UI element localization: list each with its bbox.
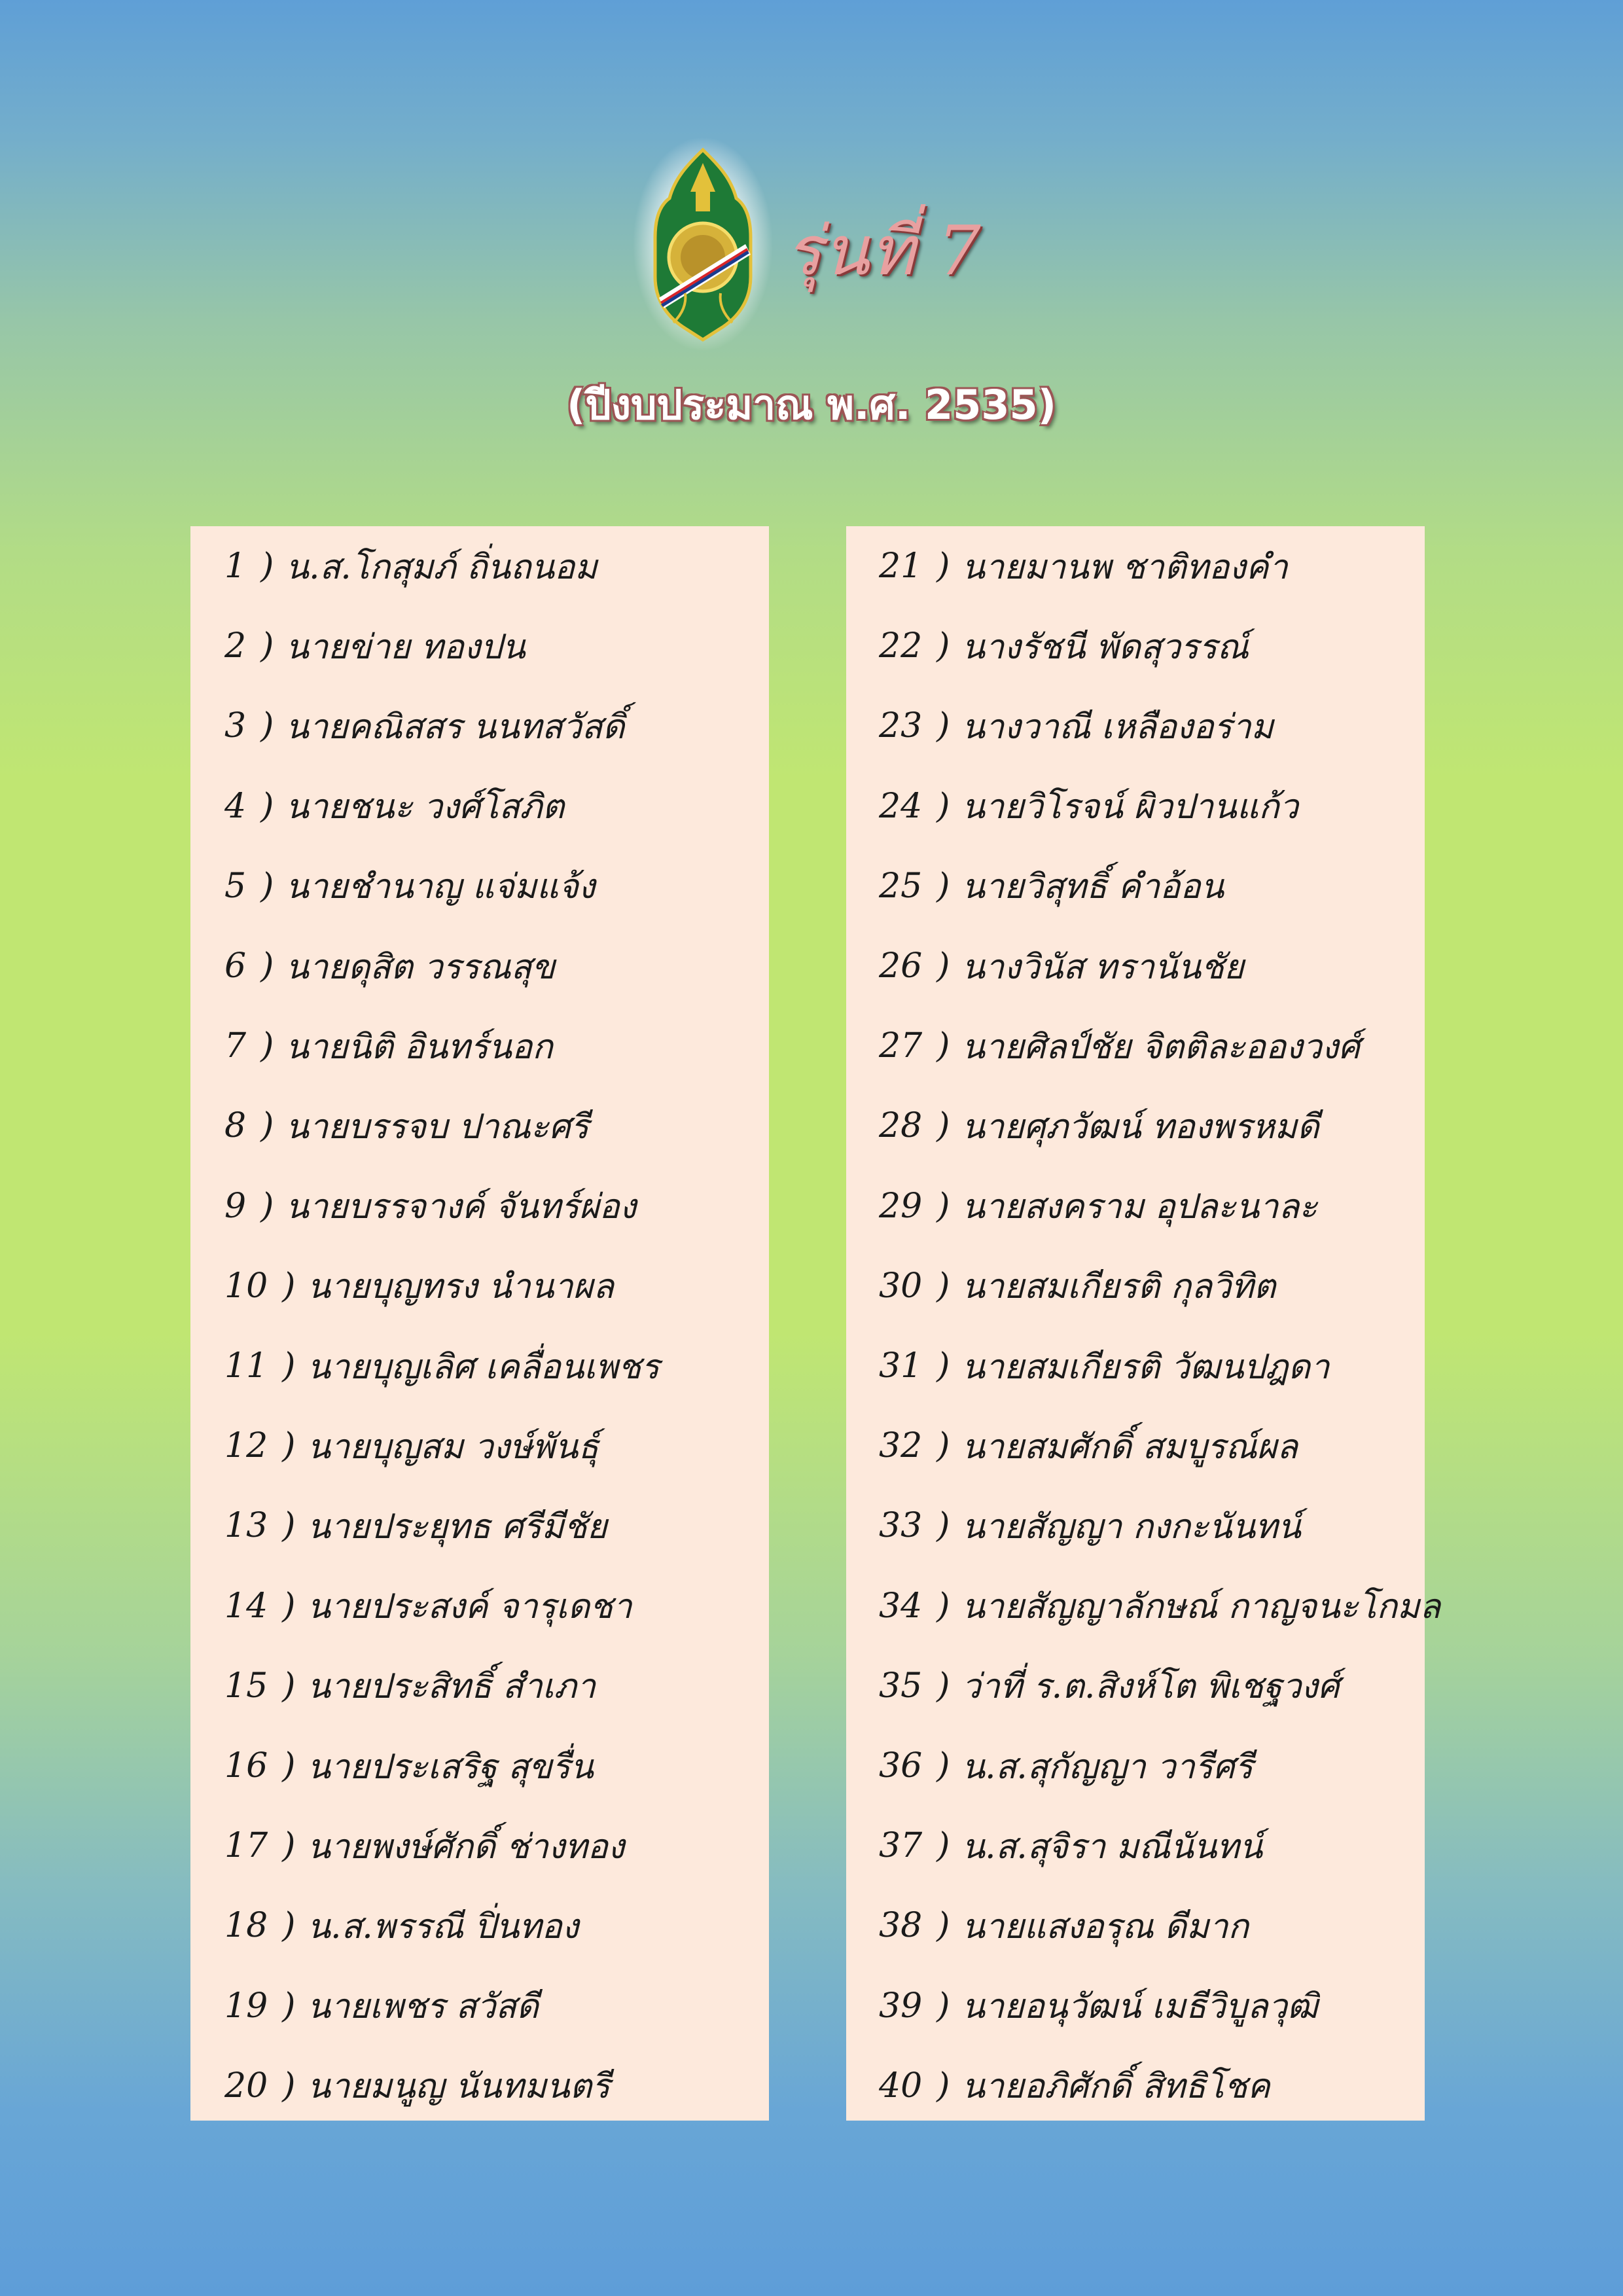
- name-list-left: [190, 526, 769, 2121]
- list-item-name: นางวินัส ทรานันชัย: [961, 947, 1244, 987]
- list-item: [190, 2046, 803, 2126]
- list-item-name: นายวิโรจน์ ผิวปานแก้ว: [961, 787, 1298, 827]
- list-item-name: น.ส.โกสุมภ์ ถิ่นถนอม: [285, 547, 597, 587]
- list-item-name: นายมานพ ชาติทองคำ: [961, 547, 1288, 587]
- list-item-separator: ): [260, 946, 274, 986]
- list-item-name: น.ส.พรรณี ปิ่นทอง: [307, 1907, 579, 1946]
- list-item: [846, 1166, 1457, 1246]
- list-item-name: นายประสงค์ จารุเดชา: [307, 1587, 632, 1627]
- list-item: [190, 1886, 803, 1965]
- list-item-separator: ): [260, 547, 274, 586]
- list-item: [846, 1326, 1457, 1406]
- list-item: [190, 526, 803, 606]
- list-item: [846, 686, 1457, 766]
- list-item-name: น.ส.สุกัญญา วารีศรี: [961, 1747, 1253, 1787]
- list-item-number: 36: [879, 1746, 923, 1785]
- list-item-name: น.ส.สุจิรา มณีนันทน์: [961, 1827, 1263, 1867]
- list-item-separator: ): [282, 1346, 296, 1386]
- list-item-separator: ): [936, 1186, 950, 1226]
- list-item-number: 4: [224, 786, 247, 826]
- list-item-separator: ): [936, 1826, 950, 1866]
- list-item-number: 15: [224, 1666, 268, 1706]
- list-item-separator: ): [260, 866, 274, 906]
- list-item-separator: ): [282, 1666, 296, 1706]
- list-item-number: 38: [879, 1906, 923, 1946]
- list-item: [190, 1726, 803, 1806]
- list-item-number: 22: [879, 626, 923, 666]
- list-item: [846, 1006, 1457, 1086]
- list-item-name: นายแสงอรุณ ดีมาก: [961, 1907, 1249, 1946]
- list-item: [846, 1246, 1457, 1326]
- list-item-separator: ): [936, 866, 950, 906]
- list-item-separator: ): [260, 1186, 274, 1226]
- list-item: [190, 1566, 803, 1646]
- list-item-name: นายชำนาญ แจ่มแจ้ง: [285, 867, 596, 907]
- list-item: [846, 606, 1457, 686]
- list-item: [846, 926, 1457, 1006]
- list-item-name: นายอนุวัฒน์ เมธีวิบูลวุฒิ: [961, 1987, 1318, 2027]
- list-item-name: นางวาณี เหลืองอร่าม: [961, 707, 1274, 747]
- list-item-number: 24: [879, 786, 923, 826]
- list-item: [190, 606, 803, 686]
- list-item: [190, 1326, 803, 1406]
- list-item-name: นายบรรจางค์ จันทร์ผ่อง: [285, 1187, 637, 1227]
- list-item-name: ว่าที่ ร.ต.สิงห์โต พิเชฐวงศ์: [961, 1667, 1340, 1707]
- list-item-number: 37: [879, 1826, 923, 1866]
- list-item-separator: ): [282, 1426, 296, 1466]
- list-item-name: นายสมเกียรติ กุลวิทิต: [961, 1267, 1276, 1307]
- list-item-name: นายมนูญ นันทมนตรี: [307, 2067, 611, 2107]
- list-item-name: นายดุสิต วรรณสุข: [285, 947, 555, 987]
- list-item-separator: ): [282, 1586, 296, 1626]
- list-item-number: 1: [224, 547, 247, 586]
- list-item-number: 40: [879, 2066, 923, 2106]
- list-item: [190, 1006, 803, 1086]
- list-item-name: นายวิสุทธิ์ คำอ้อน: [961, 867, 1224, 907]
- list-item: [190, 1166, 803, 1246]
- list-item: [846, 1566, 1457, 1646]
- list-item-name: นายพงษ์ศักดิ์ ช่างทอง: [307, 1827, 625, 1867]
- list-item-number: 18: [224, 1906, 268, 1946]
- list-item-name: นายชนะ วงศ์โสภิต: [285, 787, 565, 827]
- list-item-separator: ): [260, 1106, 274, 1146]
- list-item: [846, 846, 1457, 926]
- list-item-number: 21: [879, 547, 923, 586]
- list-item-number: 35: [879, 1666, 923, 1706]
- list-item-separator: ): [936, 1266, 950, 1306]
- list-item-separator: ): [936, 1346, 950, 1386]
- list-item-name: นายข่าย ทองปน: [285, 627, 526, 667]
- list-item-number: 39: [879, 1986, 923, 2026]
- list-item-name: นายเพชร สวัสดี: [307, 1987, 539, 2027]
- list-item-name: นายบุญเลิศ เคลื่อนเพชร: [307, 1347, 660, 1387]
- list-item-number: 19: [224, 1986, 268, 2026]
- list-item-number: 6: [224, 946, 247, 986]
- list-item-separator: ): [936, 1026, 950, 1066]
- list-item: [190, 1966, 803, 2046]
- list-item: [846, 1646, 1457, 1726]
- list-item: [846, 1406, 1457, 1486]
- list-item: [846, 1726, 1457, 1806]
- list-item-name: นายประยุทธ ศรีมีชัย: [307, 1507, 607, 1547]
- list-item-name: นายสมศักดิ์ สมบูรณ์ผล: [961, 1427, 1298, 1467]
- list-item-number: 26: [879, 946, 923, 986]
- list-item-number: 27: [879, 1026, 923, 1066]
- list-item-name: นายสัญญาลักษณ์ กาญจนะโกมล: [961, 1587, 1441, 1627]
- list-item-separator: ): [260, 1026, 274, 1066]
- list-item-name: นายบุญทรง นำนาผล: [307, 1267, 614, 1307]
- list-item-separator: ): [936, 626, 950, 666]
- list-item-number: 28: [879, 1106, 923, 1146]
- list-item-separator: ): [260, 626, 274, 666]
- list-item-separator: ): [936, 1506, 950, 1546]
- list-item-separator: ): [282, 1506, 296, 1546]
- list-item-name: นายบุญสม วงษ์พันธุ์: [307, 1427, 599, 1467]
- list-item: [846, 526, 1457, 606]
- list-item: [846, 2046, 1457, 2126]
- list-item: [846, 1886, 1457, 1965]
- list-item: [190, 1806, 803, 1886]
- list-item-number: 30: [879, 1266, 923, 1306]
- fiscal-year-subtitle: (ปีงบประมาณ พ.ศ. 2535): [567, 381, 1056, 429]
- list-item-name: นายบรรจบ ปาณะศรี: [285, 1107, 589, 1147]
- list-item-number: 12: [224, 1426, 268, 1466]
- list-item: [190, 1646, 803, 1726]
- list-item-number: 5: [224, 866, 247, 906]
- list-item-number: 14: [224, 1586, 268, 1626]
- list-item-number: 31: [879, 1346, 923, 1386]
- list-item-name: นายศิลป์ชัย จิตติละอองวงศ์: [961, 1027, 1361, 1067]
- name-list-right: [846, 526, 1441, 2121]
- list-item: [190, 1246, 803, 1326]
- emblem-icon: [644, 143, 762, 346]
- batch-title: รุ่นที่ 7: [785, 211, 982, 291]
- list-item-separator: ): [282, 1986, 296, 2026]
- list-item: [190, 846, 803, 926]
- list-item: [846, 1486, 1457, 1566]
- list-item: [190, 1406, 803, 1486]
- list-item-name: นายอภิศักดิ์ สิทธิโชค: [961, 2067, 1270, 2107]
- list-item-number: 32: [879, 1426, 923, 1466]
- list-item-number: 16: [224, 1746, 268, 1785]
- list-item: [190, 926, 803, 1006]
- list-item-number: 10: [224, 1266, 268, 1306]
- list-item-separator: ): [260, 706, 274, 746]
- list-item: [190, 766, 803, 846]
- list-item-number: 3: [224, 706, 247, 746]
- list-item-name: นายประเสริฐ สุขรื่น: [307, 1747, 594, 1787]
- list-item-number: 20: [224, 2066, 268, 2106]
- list-item: [190, 1086, 803, 1166]
- list-item-number: 9: [224, 1186, 247, 1226]
- list-item-name: นางรัชนี พัดสุวรรณ์: [961, 627, 1249, 667]
- list-item-number: 2: [224, 626, 247, 666]
- list-item-number: 13: [224, 1506, 268, 1546]
- list-item: [846, 1806, 1457, 1886]
- list-item: [846, 1966, 1457, 2046]
- list-item-separator: ): [282, 1826, 296, 1866]
- list-item: [846, 1086, 1457, 1166]
- list-item-separator: ): [282, 1266, 296, 1306]
- list-item-name: นายคณิสสร นนทสวัสดิ์: [285, 707, 625, 747]
- list-item-name: นายสงคราม อุปละนาละ: [961, 1187, 1318, 1227]
- list-item-separator: ): [936, 1106, 950, 1146]
- list-item-separator: ): [936, 1426, 950, 1466]
- list-item-separator: ): [936, 2066, 950, 2106]
- list-item-name: นายสมเกียรติ วัฒนปฎดา: [961, 1347, 1330, 1387]
- list-item-name: นายนิติ อินทร์นอก: [285, 1027, 553, 1067]
- list-item-name: นายประสิทธิ์ สำเภา: [307, 1667, 596, 1707]
- list-item-number: 34: [879, 1586, 923, 1626]
- list-item-number: 7: [224, 1026, 247, 1066]
- list-item-number: 29: [879, 1186, 923, 1226]
- list-item-number: 17: [224, 1826, 268, 1866]
- list-item-number: 33: [879, 1506, 923, 1546]
- list-item-name: นายสัญญา กงกะนันทน์: [961, 1507, 1301, 1547]
- list-item-separator: ): [282, 1746, 296, 1785]
- list-item-number: 11: [224, 1346, 268, 1386]
- list-item-separator: ): [936, 1986, 950, 2026]
- list-item-separator: ): [936, 1666, 950, 1706]
- list-item-separator: ): [936, 786, 950, 826]
- list-item-separator: ): [936, 946, 950, 986]
- list-item-name: นายศุภวัฒน์ ทองพรหมดี: [961, 1107, 1319, 1147]
- list-item-separator: ): [282, 1906, 296, 1946]
- list-item-separator: ): [936, 547, 950, 586]
- list-item-separator: ): [282, 2066, 296, 2106]
- list-item-number: 25: [879, 866, 923, 906]
- list-item-number: 23: [879, 706, 923, 746]
- list-item: [190, 1486, 803, 1566]
- list-item-separator: ): [260, 786, 274, 826]
- list-item-number: 8: [224, 1106, 247, 1146]
- list-item-separator: ): [936, 1586, 950, 1626]
- list-item-separator: ): [936, 1746, 950, 1785]
- list-item: [846, 766, 1457, 846]
- list-item: [190, 686, 803, 766]
- list-item-separator: ): [936, 706, 950, 746]
- list-item-separator: ): [936, 1906, 950, 1946]
